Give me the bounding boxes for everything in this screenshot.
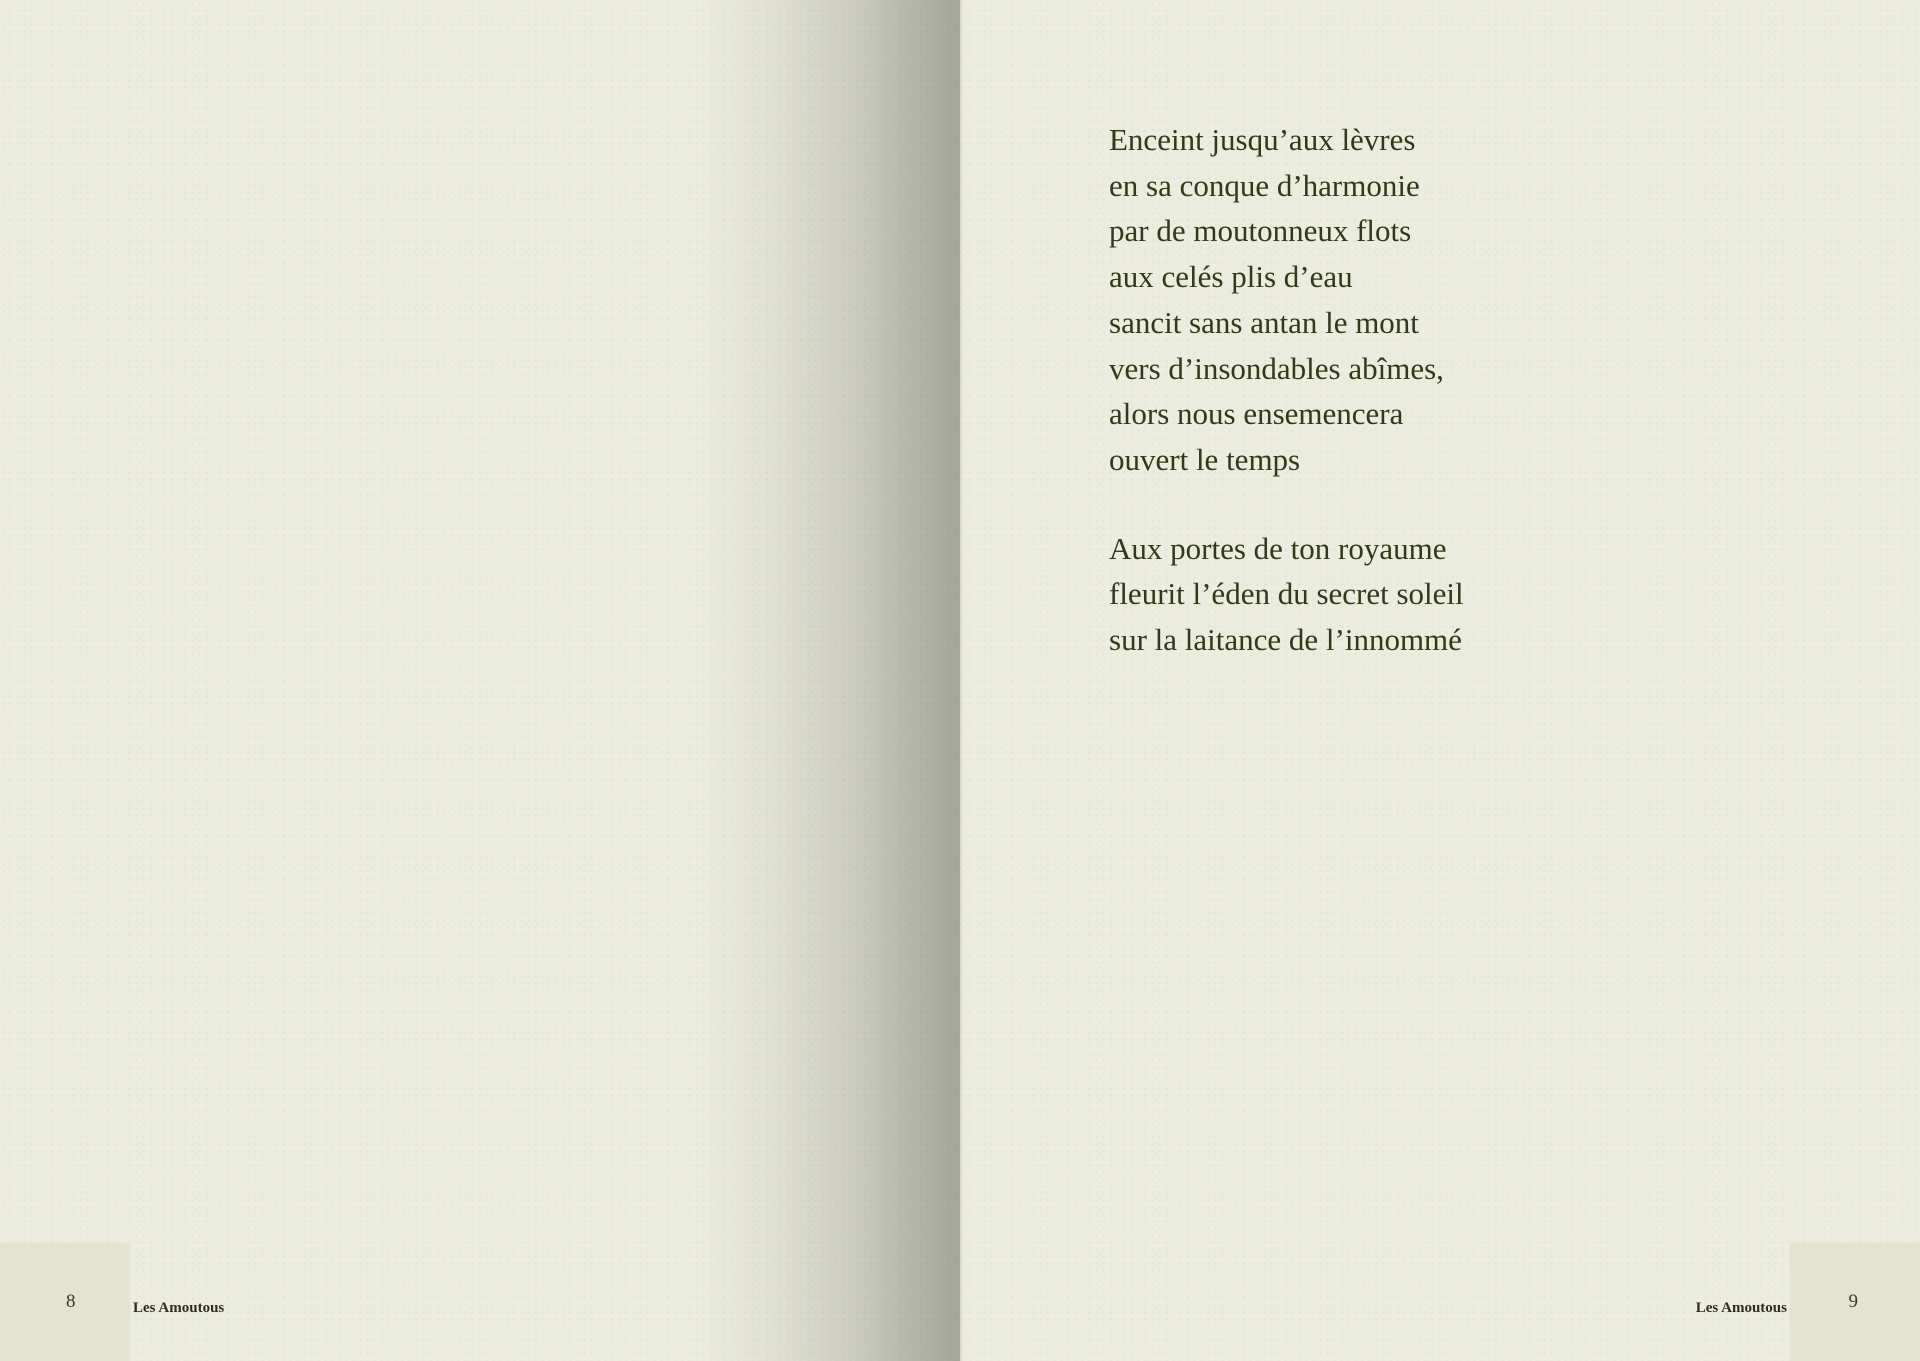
page-number-right: 9: [1848, 1291, 1858, 1312]
page-number-left: 8: [66, 1291, 76, 1312]
gutter-shadow: [700, 0, 960, 1361]
poem-line: fleurit l’éden du secret soleil: [1109, 576, 1464, 612]
folio-box-right: [1790, 1243, 1920, 1361]
poem-line: par de moutonneux flots: [1109, 213, 1412, 249]
stanza-1: [1109, 117, 1464, 483]
poem-line: aux celés plis d’eau: [1109, 259, 1353, 295]
stanza-2: [1109, 526, 1464, 663]
poem: [1109, 117, 1464, 706]
poem-line: ouvert le temps: [1109, 441, 1301, 477]
poem-line: vers d’insondables abîmes,: [1109, 350, 1444, 386]
poem-line: en sa conque d’harmonie: [1109, 167, 1420, 203]
poem-line: Enceint jusqu’aux lèvres: [1109, 122, 1416, 157]
right-page: [960, 0, 1920, 1361]
folio-box-left: [0, 1243, 130, 1361]
running-title-left: Les Amoutous: [133, 1300, 225, 1316]
spine-edge: [960, 0, 962, 1361]
running-title-right: Les Amoutous: [1695, 1300, 1787, 1316]
poem-line: sancit sans antan le mont: [1109, 304, 1419, 340]
poem-line: alors nous ensemencera: [1109, 396, 1404, 432]
poem-line: Aux portes de ton royaume: [1109, 530, 1447, 566]
poem-line: sur la laitance de l’innommé: [1109, 622, 1462, 658]
